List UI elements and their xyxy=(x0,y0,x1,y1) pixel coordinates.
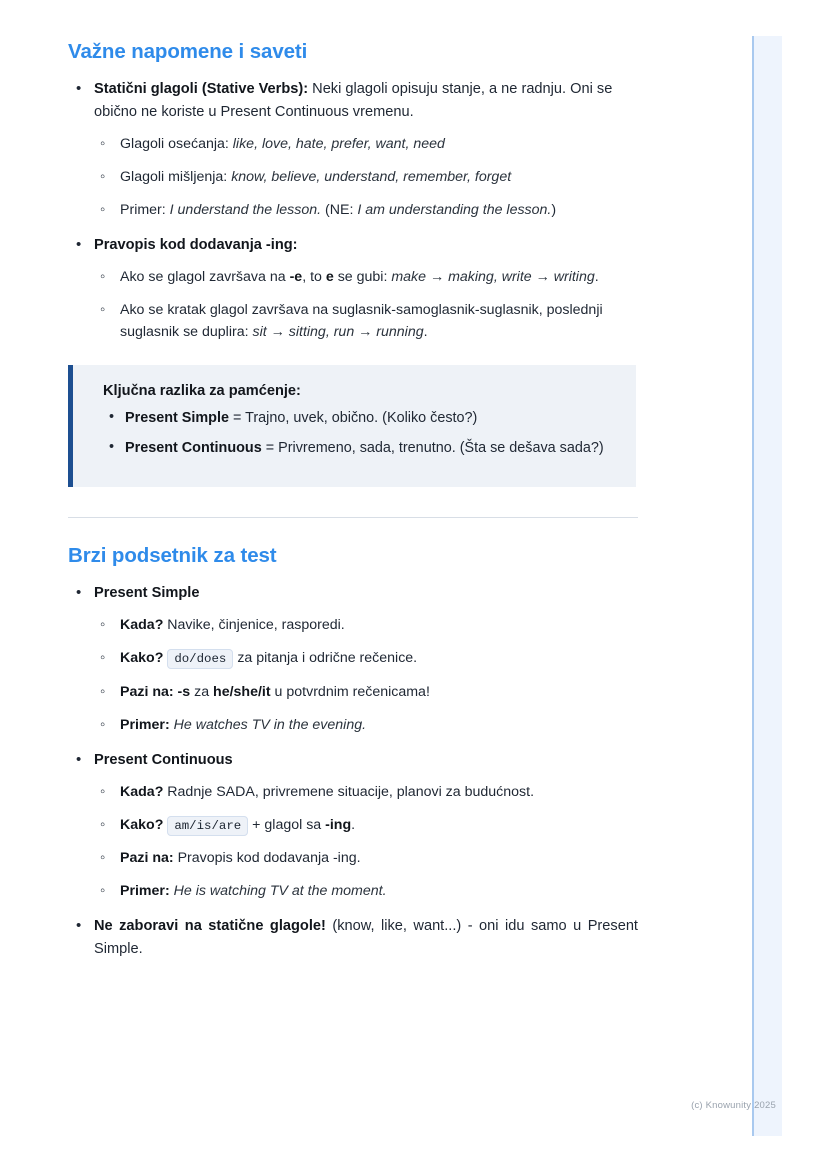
reminder-list xyxy=(68,582,638,961)
list-item-lead: Present Simple xyxy=(94,585,200,602)
list-item xyxy=(68,78,638,221)
sub-item-emphasis: He watches TV in the evening. xyxy=(169,716,367,733)
callout-item-text: = Trajno, uvek, obično. (Koliko često?) xyxy=(228,410,478,427)
sub-item-suffix: . xyxy=(594,269,599,286)
sub-item-prefix: Ako se kratak glagol završava na suglasnik-samoglasnik-suglasnik, poslednji suglasnik se duplira: xyxy=(120,302,603,341)
sub-item-text: za pitanja i odrične rečenice. xyxy=(233,650,418,667)
sub-item-prefix: Ako se glagol završava na xyxy=(120,269,290,286)
list-item-text: (know, like, want...) - oni idu samo u Present Simple. xyxy=(94,917,638,957)
list-item xyxy=(94,814,638,836)
sub-item-label: Kako? xyxy=(120,650,164,667)
sub-item-text: za xyxy=(190,683,214,700)
callout-item-term: Present Simple xyxy=(125,410,229,427)
section-title-reminder: Brzi podsetnik za test xyxy=(68,544,277,568)
list-item xyxy=(94,714,638,736)
document-content xyxy=(68,30,638,974)
callout-item-text: = Privremeno, sada, trenutno. (Šta se dešava sada?) xyxy=(261,440,604,457)
page-title: Važne napomene i saveti xyxy=(68,40,308,63)
code-chip-am-is-are: am/is/are xyxy=(167,816,248,836)
list-item xyxy=(95,437,614,460)
list-item-lead: Ne zaboravi na statične glagole! xyxy=(94,917,326,934)
list-item xyxy=(68,234,638,343)
sub-list xyxy=(94,781,638,902)
list-item-text: Neki glagoli opisuju stanje, a ne radnju. Oni se obično ne koriste u Present Continuous vremenu. xyxy=(94,81,613,121)
notes-list xyxy=(68,78,638,343)
sub-list xyxy=(94,133,638,221)
list-item xyxy=(94,199,638,221)
sub-item-mid: , to xyxy=(302,269,326,286)
list-item xyxy=(94,847,638,869)
list-item-lead: Present Continuous xyxy=(94,751,233,768)
key-difference-callout xyxy=(68,365,636,487)
page-side-rail xyxy=(752,36,782,1136)
list-item xyxy=(94,880,638,902)
list-item xyxy=(94,614,638,636)
callout-list xyxy=(95,407,614,460)
sub-item-text: Navike, činjenice, rasporedi. xyxy=(163,617,345,634)
sub-item-text-2: . xyxy=(351,816,356,833)
sub-item-label: Kada? xyxy=(120,617,164,634)
sub-item-label: Pazi na: -s xyxy=(120,683,191,700)
sub-list xyxy=(94,614,638,735)
sub-item-bold-1: -e xyxy=(289,269,303,286)
list-item xyxy=(94,781,638,803)
sub-item-prefix: Glagoli osećanja: xyxy=(120,136,233,153)
sub-item-emphasis: I understand the lesson. xyxy=(169,202,322,219)
list-item-lead: Statični glagoli (Stative Verbs): xyxy=(94,81,309,97)
sub-item-label: Kada? xyxy=(120,783,164,800)
sub-item-prefix: Primer: xyxy=(120,202,170,219)
list-item xyxy=(95,407,614,430)
section-divider xyxy=(68,517,638,518)
list-item xyxy=(94,681,638,703)
sub-item-text: Pravopis kod dodavanja -ing. xyxy=(173,849,361,866)
sub-item-emphasis: make → making, write → writing xyxy=(391,269,595,286)
sub-item-text-2: u potvrdnim rečenicama! xyxy=(270,683,430,700)
sub-item-emphasis: like, love, hate, prefer, want, need xyxy=(232,136,445,153)
sub-item-bold-2: e xyxy=(325,269,334,286)
sub-item-emphasis: know, believe, understand, remember, forget xyxy=(231,169,512,186)
sub-item-bold-2: -ing xyxy=(325,816,352,833)
code-chip-do-does: do/does xyxy=(167,649,233,669)
sub-item-emphasis: sit → sitting, run → running xyxy=(252,324,424,341)
sub-item-text: Radnje SADA, privremene situacije, planovi za budućnost. xyxy=(163,783,535,800)
sub-item-prefix: Glagoli mišljenja: xyxy=(120,169,232,186)
list-item xyxy=(94,266,638,288)
list-item xyxy=(94,133,638,155)
list-item xyxy=(68,582,638,735)
sub-list xyxy=(94,266,638,343)
sub-item-label: Pazi na: xyxy=(120,849,174,866)
sub-item-emphasis-2: I am understanding the lesson. xyxy=(357,202,552,219)
list-item-lead: Pravopis kod dodavanja -ing: xyxy=(94,237,298,254)
sub-item-suffix: ) xyxy=(551,202,557,219)
list-item xyxy=(68,915,638,961)
footer-copyright: (c) Knowunity 2025 xyxy=(691,1100,776,1111)
sub-item-label: Kako? xyxy=(120,816,164,833)
sub-item-label: Primer: xyxy=(120,882,170,899)
sub-item-mid: (NE: xyxy=(321,202,358,219)
sub-item-text: + glagol sa xyxy=(248,816,326,833)
sub-item-mid-2: se gubi: xyxy=(333,269,392,286)
callout-item-term: Present Continuous xyxy=(125,440,262,457)
sub-item-bold-2: he/she/it xyxy=(213,683,271,700)
sub-item-label: Primer: xyxy=(120,716,170,733)
sub-item-emphasis: He is watching TV at the moment. xyxy=(169,882,387,899)
list-item xyxy=(68,749,638,902)
list-item xyxy=(94,166,638,188)
list-item xyxy=(94,299,638,343)
callout-title: Ključna razlika za pamćenje: xyxy=(103,383,301,400)
sub-item-suffix: . xyxy=(423,324,428,341)
list-item xyxy=(94,647,638,669)
